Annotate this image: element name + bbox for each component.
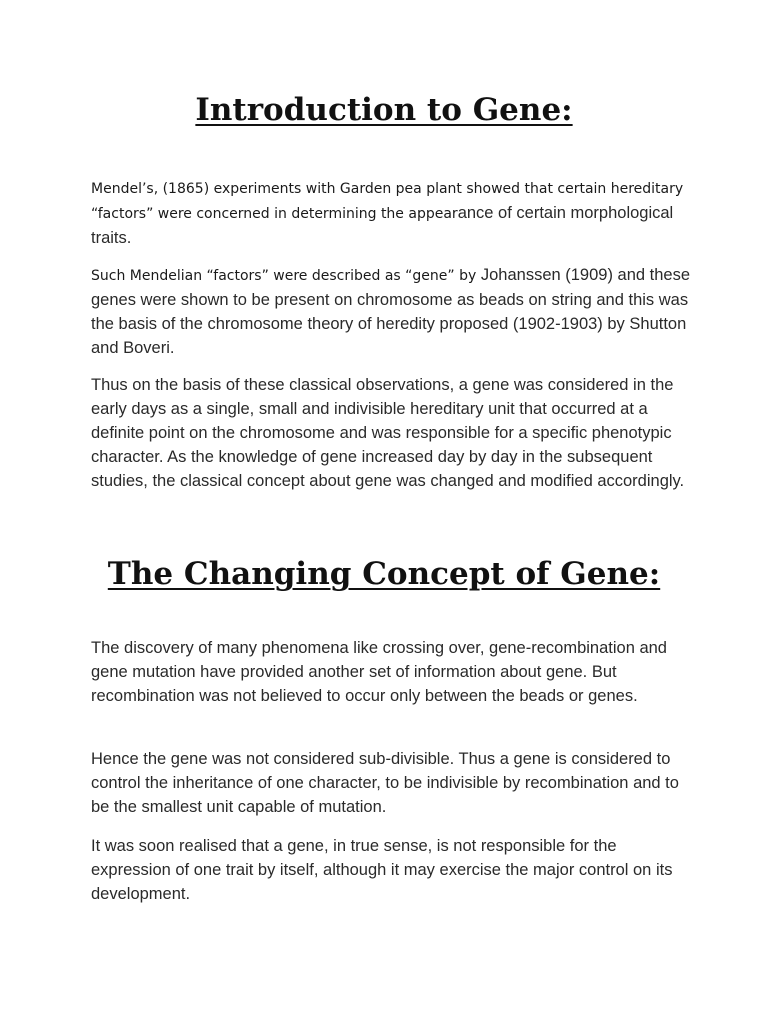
paragraph-mendel (91, 176, 691, 250)
section-heading-changing-concept: The Changing Concept of Gene: (107, 556, 661, 592)
section-heading-introduction: Introduction to Gene: (195, 92, 573, 128)
paragraph-sub-divisible: Hence the gene was not considered sub-divisible. Thus a gene is considered to control the inheritance of one character, to be indivisible by recombination and to be the smallest unit capable of mutation. (91, 750, 679, 816)
paragraph-body-text: Johanssen (1909) and these genes were shown to be present on chromosome as beads on string and this was the basis of the chromosome theory of heredity proposed (1902-1903) by Shutton and Boveri. (91, 266, 691, 357)
paragraph-discovery: The discovery of many phenomena like crossing over, gene-recombination and gene mutation have provided another set of information about gene. But recombination was not believed to occur only between the beads or genes. (91, 639, 667, 705)
paragraph-lead-text: Such Mendelian “factors” were described as “gene” by (91, 268, 477, 284)
paragraph-classical-concept: Thus on the basis of these classical observations, a gene was considered in the early days as a single, small and indivisible hereditary unit that occurred at a definite point on the chromosome and was responsible for a specific phenotypic character. As the knowledge of gene increased day by day in the subsequent studies, the classical concept about gene was changed and modified accordingly. (91, 376, 685, 490)
paragraph-true-sense: It was soon realised that a gene, in true sense, is not responsible for the expression of one trait by itself, although it may exercise the major control on its development. (91, 837, 673, 903)
paragraph-lead-text: Mendel’s, (1865) experiments with Garden pea plant showed that certain hereditary “factors” were concerned in determining the appear (91, 181, 684, 222)
paragraph-body-text: ance of certain morphological traits. (91, 204, 674, 247)
paragraph-johanssen (91, 263, 691, 360)
